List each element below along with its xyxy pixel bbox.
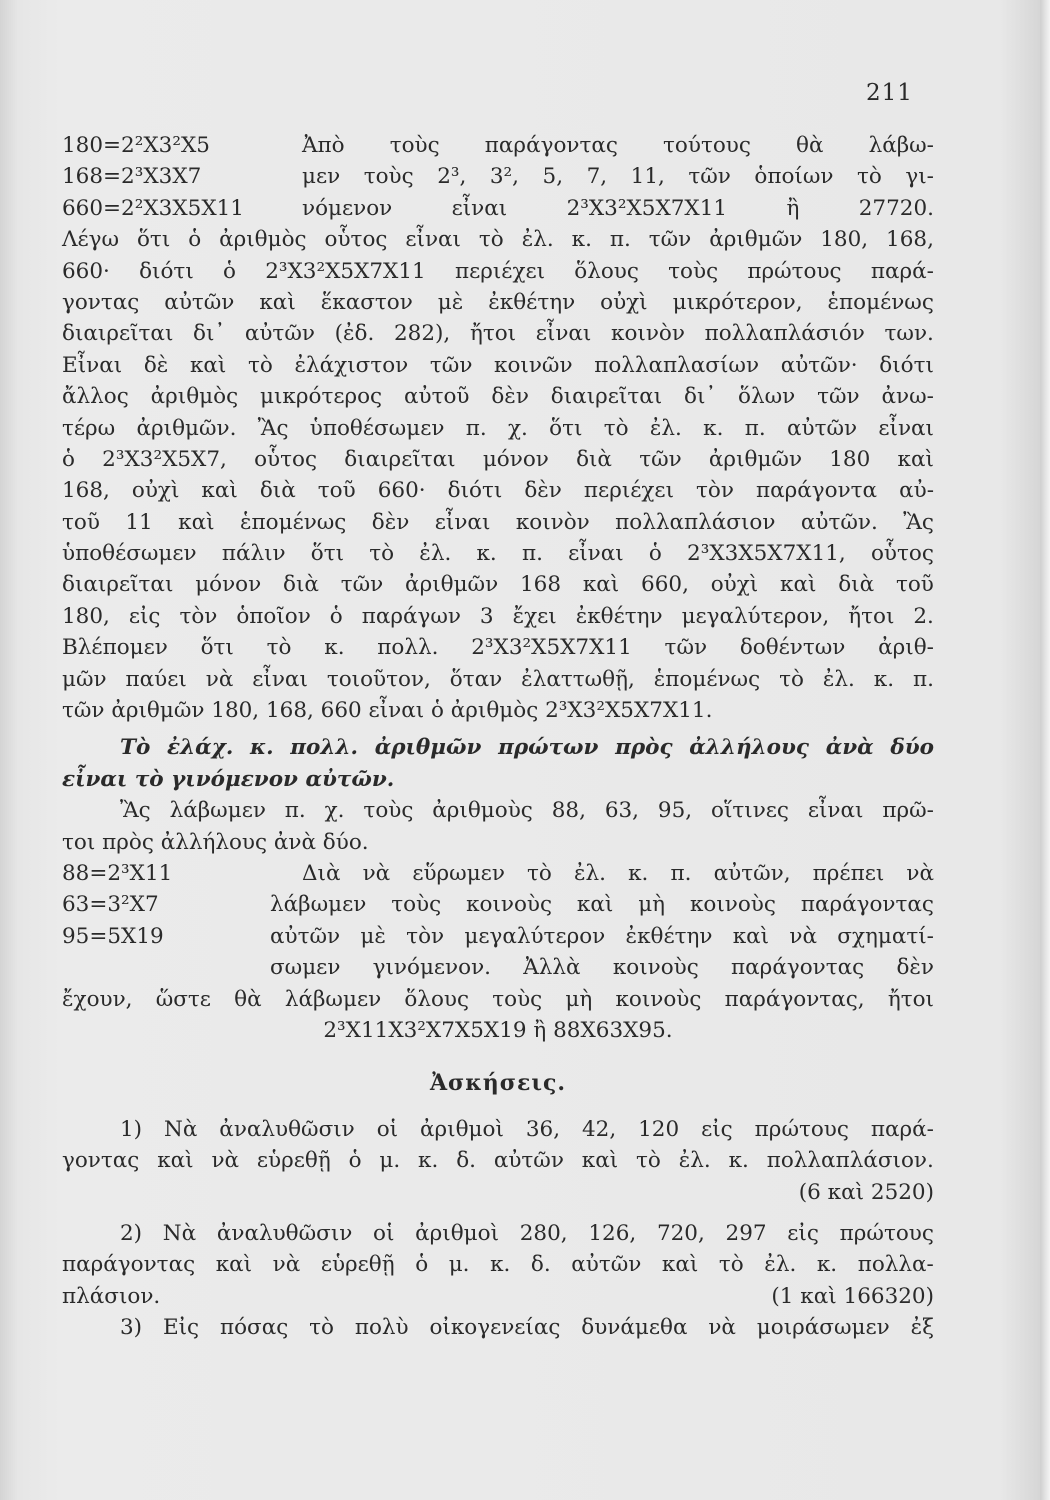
exercise-answer: (1 καὶ 166320) [771, 1283, 934, 1309]
paragraph-line: τοῦ 11 καὶ ἑπομένως δὲν εἶναι κοινὸν πολλαπλάσιον αὐτῶν. Ἂς [62, 509, 934, 535]
paragraph-line: Εἶναι δὲ καὶ τὸ ἐλάχιστον τῶν κοινῶν πολλαπλασίων αὐτῶν· διότι [62, 352, 934, 378]
paragraph-line: τέρω ἀριθμῶν. Ἂς ὑποθέσωμεν π. χ. ὅτι τὸ ἐλ. κ. π. αὐτῶν εἶναι [62, 415, 934, 441]
rule-statement: Τὸ ἐλάχ. κ. πολλ. ἀριθμῶν πρώτων πρὸς ἀλλήλους ἀνὰ δύο [120, 735, 934, 761]
factorization-left: 168=2³X3X7 [62, 164, 202, 190]
factorization-row [62, 130, 934, 161]
factorization-left: 95=5X19 [62, 923, 164, 949]
exercise-line: παράγοντας καὶ νὰ εὑρεθῇ ὁ μ. κ. δ. αὐτῶν καὶ τὸ ἐλ. κ. πολλα- [62, 1252, 934, 1278]
exercise-line: πλάσιον. [62, 1283, 161, 1309]
factorization-left [62, 952, 212, 983]
factorization-left: 180=2²X3²X5 [62, 133, 210, 158]
paragraph-line: τῶν ἀριθμῶν 180, 168, 660 εἶναι ὁ ἀριθμὸς 2³X3²X5X7X11. [62, 698, 713, 724]
factorization-row [62, 193, 934, 224]
factorization-left: 88=2³X11 [62, 860, 173, 886]
factorization-row [62, 921, 934, 952]
paragraph-line: 660· διότι ὁ 2³X3²X5X7X11 περιέχει ὅλους τοὺς πρώτους παρά- [62, 258, 934, 284]
factorization-text: Ἀπὸ τοὺς παράγοντας τούτους θὰ λάβω- [302, 133, 934, 158]
factorization-left: 63=3²X7 [62, 892, 159, 918]
paragraph-line: ὁ 2³X3²X5X7, οὗτος διαιρεῖται μόνον διὰ τῶν ἀριθμῶν 180 καὶ [62, 446, 934, 472]
factorization-text: μεν τοὺς 2³, 3², 5, 7, 11, τῶν ὁποίων τὸ γι- [302, 164, 934, 190]
paragraph-line: ἔχουν, ὥστε θὰ λάβωμεν ὅλους τοὺς μὴ κοινοὺς παράγοντας, ἤτοι [62, 986, 934, 1012]
paragraph-line: μῶν παύει νὰ εἶναι τοιοῦτον, ὅταν ἐλαττωθῇ, ἑπομένως τὸ ἐλ. κ. π. [62, 666, 934, 692]
rule-statement: εἶναι τὸ γινόμενον αὐτῶν. [62, 766, 395, 792]
factorization-left: 660=2²X3X5X11 [62, 195, 244, 221]
factorization-row [62, 889, 934, 920]
page-number: 211 [866, 80, 913, 106]
example-intro: Ἂς λάβωμεν π. χ. τοὺς ἀριθμοὺς 88, 63, 95, οἵτινες εἶναι πρῶ- [120, 798, 934, 824]
factorization-text: νόμενον εἶναι 2³X3²X5X7X11 ἢ 27720. [302, 195, 934, 221]
exercise-line: 3) Εἰς πόσας τὸ πολὺ οἰκογενείας δυνάμεθα νὰ μοιράσωμεν ἐξ [120, 1315, 934, 1341]
factorization-text: αὐτῶν μὲ τὸν μεγαλύτερον ἐκθέτην καὶ νὰ σχηματί- [270, 923, 934, 949]
paragraph-line: Λέγω ὅτι ὁ ἀριθμὸς οὗτος εἶναι τὸ ἐλ. κ. π. τῶν ἀριθμῶν 180, 168, [62, 227, 934, 253]
result-formula: 2³X11X3²X7X5X19 ἢ 88X63X95. [323, 1017, 673, 1043]
paragraph-line: διαιρεῖται δι᾽ αὐτῶν (ἐδ. 282), ἤτοι εἶναι κοινὸν πολλαπλάσιόν των. [62, 321, 934, 347]
factorization-row [62, 161, 934, 192]
paragraph-line: ἄλλος ἀριθμὸς μικρότερος αὐτοῦ δὲν διαιρεῖται δι᾽ ὅλων τῶν ἀνω- [62, 384, 934, 410]
factorization-row [62, 952, 934, 983]
exercise-line: 2) Νὰ ἀναλυθῶσιν οἱ ἀριθμοὶ 280, 126, 720, 297 εἰς πρώτους [120, 1220, 934, 1246]
paragraph-line: 180, εἰς τὸν ὁποῖον ὁ παράγων 3 ἔχει ἐκθέτην μεγαλύτερον, ἤτοι 2. [62, 603, 934, 629]
paragraph-line: γοντας αὐτῶν καὶ ἕκαστον μὲ ἐκθέτην οὐχὶ μικρότερον, ἑπομένως [62, 289, 934, 315]
paragraph-line: διαιρεῖται μόνον διὰ τῶν ἀριθμῶν 168 καὶ 660, οὐχὶ καὶ διὰ τοῦ [62, 572, 934, 598]
exercise-answer: (6 καὶ 2520) [798, 1179, 934, 1205]
exercise-line: γοντας καὶ νὰ εὑρεθῇ ὁ μ. κ. δ. αὐτῶν καὶ τὸ ἐλ. κ. πολλαπλάσιον. [62, 1148, 934, 1174]
exercise-line-with-answer [62, 1281, 934, 1312]
paragraph-line: 168, οὐχὶ καὶ διὰ τοῦ 660· διότι δὲν περιέχει τὸν παράγοντα αὐ- [62, 478, 934, 504]
paragraph-line: ὑποθέσωμεν πάλιν ὅτι τὸ ἐλ. κ. π. εἶναι ὁ 2³X3X5X7X11, οὗτος [62, 541, 934, 567]
paragraph-line: Βλέπομεν ὅτι τὸ κ. πολλ. 2³X3²X5X7X11 τῶν δοθέντων ἀριθ- [62, 635, 934, 661]
factorization-text: Διὰ νὰ εὕρωμεν τὸ ἐλ. κ. π. αὐτῶν, πρέπει νὰ [302, 860, 934, 886]
page-edge-shadow [1040, 0, 1050, 1500]
example-intro: τοι πρὸς ἀλλήλους ἀνὰ δύο. [62, 829, 369, 855]
exercises-heading: Ἀσκήσεις. [429, 1070, 567, 1097]
exercise-line: 1) Νὰ ἀναλυθῶσιν οἱ ἀριθμοὶ 36, 42, 120 εἰς πρώτους παρά- [120, 1116, 934, 1142]
factorization-text: λάβωμεν τοὺς κοινοὺς καὶ μὴ κοινοὺς παράγοντας [270, 892, 934, 918]
factorization-row [62, 858, 934, 889]
factorization-text: σωμεν γινόμενον. Ἀλλὰ κοινοὺς παράγοντας δὲν [270, 955, 934, 981]
page-body [62, 130, 934, 1343]
